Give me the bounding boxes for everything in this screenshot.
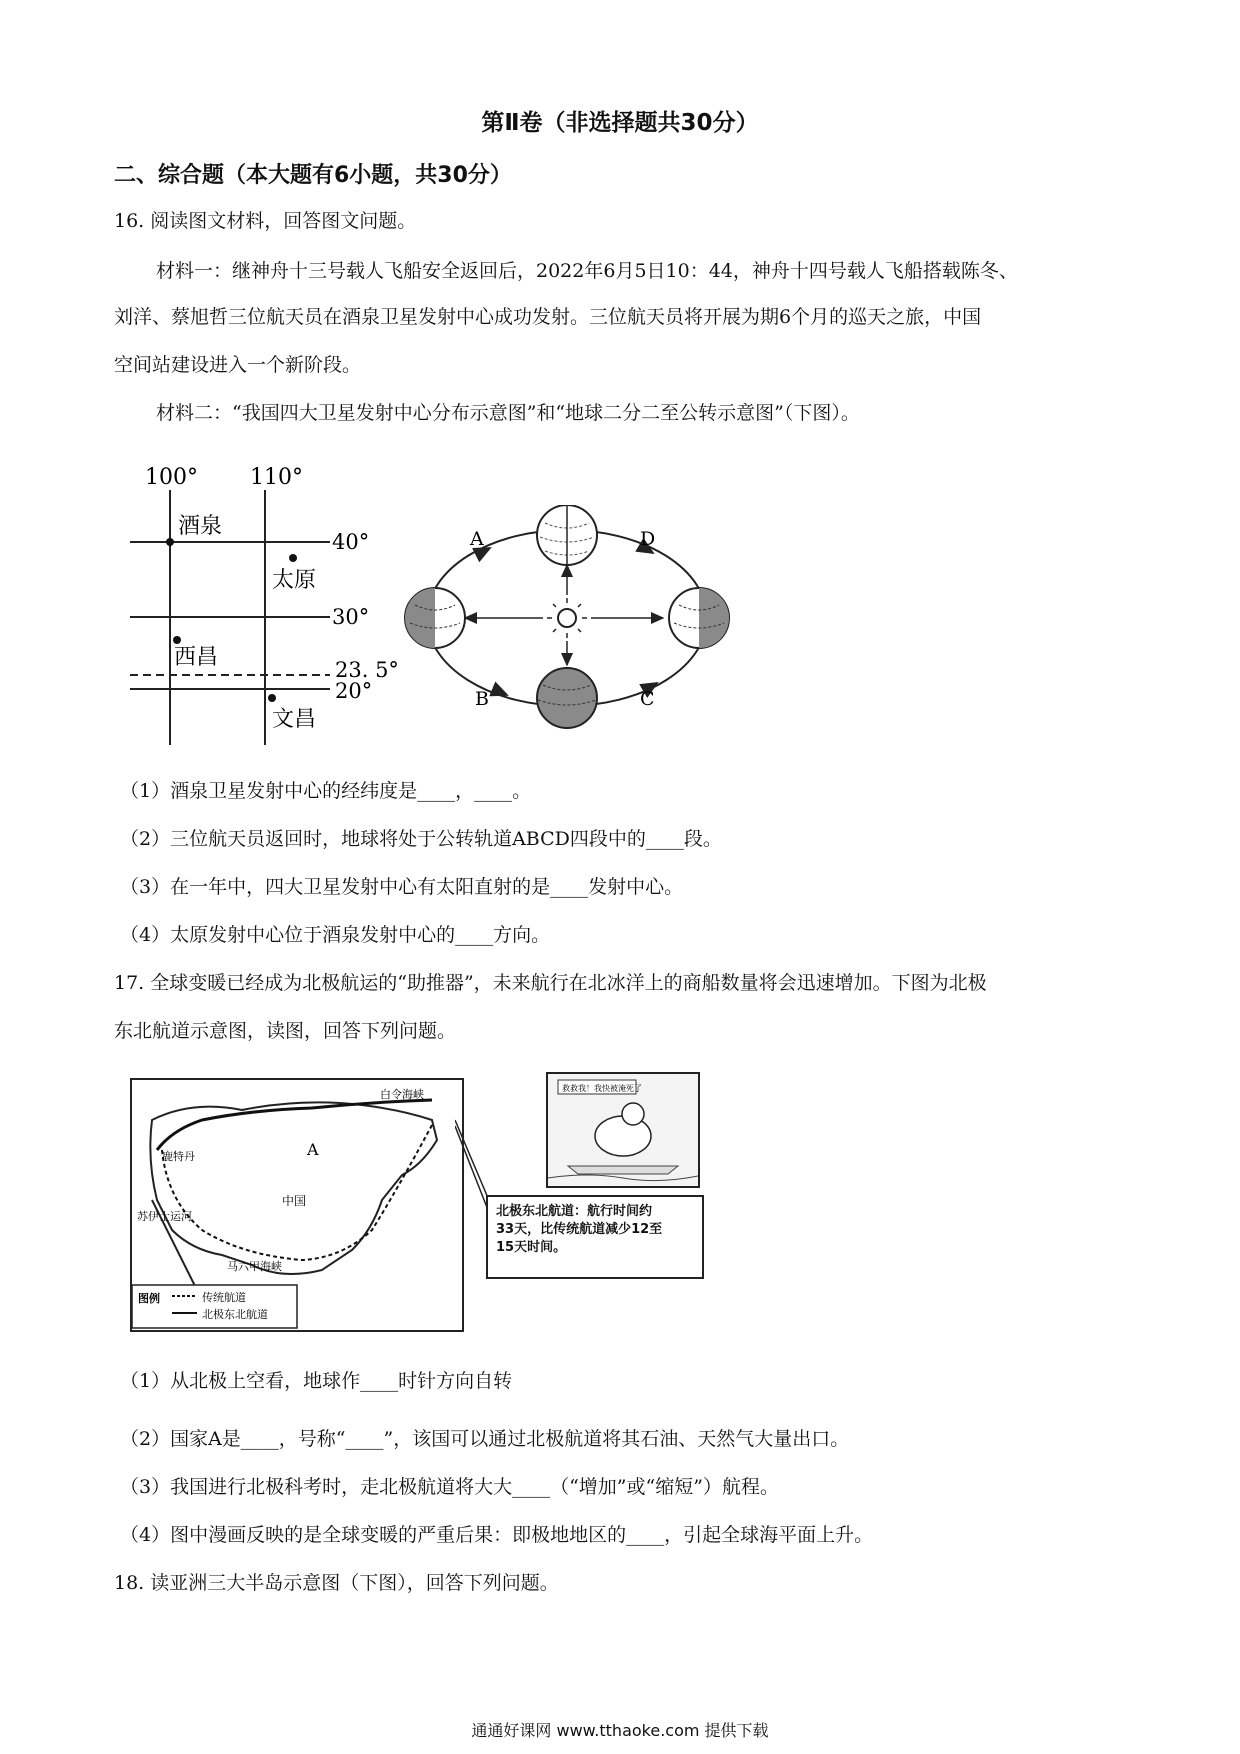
- q16-sub2: （2）三位航天员返回时，地球将处于公转轨道ABCD四段中的____段。: [120, 828, 722, 850]
- orbit-label-a: A: [470, 528, 484, 550]
- taiyuan-dot: [289, 554, 297, 562]
- globe-top-icon: [537, 505, 597, 565]
- suez-label: 苏伊士运河: [137, 1210, 192, 1223]
- q17-sub4: （4）图中漫画反映的是全球变暖的严重后果：即极地地区的____，引起全球海平面上升。: [120, 1524, 874, 1546]
- page-footer: 通通好课网 www.tthaoke.com 提供下载: [471, 1721, 769, 1740]
- earth-orbit-diagram: [395, 505, 740, 730]
- q16-sub3: （3）在一年中，四大卫星发射中心有太阳直射的是____发射中心。: [120, 876, 684, 898]
- q17-stem-line1: 17. 全球变暖已经成为北极航运的“助推器”，未来航行在北冰洋上的商船数量将会迅速增加。下图为北极: [114, 972, 987, 994]
- lat-30-label: 30°: [332, 605, 370, 629]
- malacca-label: 马六甲海峡: [227, 1260, 282, 1273]
- globe-left-icon: [405, 588, 465, 648]
- q16-material1-line1: 材料一：继神舟十三号载人飞船安全返回后，2022年6月5日10：44，神舟十四号载人飞船搭载陈冬、: [156, 260, 1018, 282]
- q17-stem-line2: 东北航道示意图，读图，回答下列问题。: [114, 1020, 457, 1042]
- cartoon-caption: 救救我！我快被淹死了: [562, 1084, 642, 1093]
- taiyuan-label: 太原: [272, 568, 317, 593]
- orbit-label-b: B: [475, 688, 489, 710]
- lat-20-label: 20°: [335, 679, 373, 703]
- q17-sub1: （1）从北极上空看，地球作____时针方向自转: [120, 1370, 513, 1392]
- q16-sub4: （4）太原发射中心位于酒泉发射中心的____方向。: [120, 924, 551, 946]
- legend-title: 图例: [138, 1292, 160, 1305]
- bering-label: 白令海峡: [380, 1088, 424, 1101]
- q16-material1-line2: 刘洋、蔡旭哲三位航天员在酒泉卫星发射中心成功发射。三位航天员将开展为期6个月的巡天之旅，中国: [114, 306, 982, 328]
- legend-arctic: 北极东北航道: [202, 1308, 268, 1321]
- q16-material1-line3: 空间站建设进入一个新阶段。: [114, 354, 362, 376]
- lat-40-label: 40°: [332, 530, 370, 554]
- paper-title: 第Ⅱ卷（非选择题共30分）: [481, 110, 759, 136]
- callout-line2: 33天，比传统航道减少12至: [496, 1222, 663, 1237]
- rotterdam-label: 鹿特丹: [162, 1150, 195, 1163]
- legend-traditional: 传统航道: [202, 1291, 246, 1304]
- lon-110-label: 110°: [250, 465, 303, 490]
- xichang-dot: [173, 636, 181, 644]
- jiuquan-label: 酒泉: [178, 514, 223, 539]
- q16-sub1: （1）酒泉卫星发射中心的经纬度是____，____。: [120, 780, 532, 802]
- callout-line1: 北极东北航道：航行时间约: [496, 1204, 653, 1219]
- china-label: 中国: [282, 1194, 307, 1208]
- wenchang-dot: [268, 694, 276, 702]
- launch-centers-map: [120, 455, 440, 755]
- section-heading: 二、综合题（本大题有6小题，共30分）: [114, 163, 512, 188]
- globe-right-icon: [669, 588, 729, 648]
- q17-sub3: （3）我国进行北极科考时，走北极航道将大大____（“增加”或“缩短”）航程。: [120, 1476, 779, 1498]
- orbit-label-c: C: [640, 688, 655, 710]
- jiuquan-dot: [166, 538, 174, 546]
- wenchang-label: 文昌: [272, 707, 317, 732]
- q18-stem: 18. 读亚洲三大半岛示意图（下图），回答下列问题。: [114, 1572, 559, 1594]
- q16-stem: 16. 阅读图文材料，回答图文问题。: [114, 210, 417, 232]
- globe-bottom-icon: [537, 668, 597, 728]
- lon-100-label: 100°: [145, 465, 198, 490]
- xichang-label: 西昌: [174, 645, 219, 670]
- sun-icon: [558, 609, 576, 627]
- orbit-label-d: D: [640, 528, 656, 550]
- polar-bear-cartoon: [546, 1072, 700, 1188]
- country-a-label: A: [307, 1140, 319, 1159]
- q16-material2: 材料二：“我国四大卫星发射中心分布示意图”和“地球二分二至公转示意图”（下图）。: [156, 402, 860, 424]
- callout-line3: 15天时间。: [496, 1240, 567, 1255]
- lat-23-5-label: 23. 5°: [335, 658, 399, 682]
- arctic-route-map: [130, 1078, 464, 1332]
- route-callout: [486, 1195, 704, 1279]
- q17-sub2: （2）国家A是____，号称“____”，该国可以通过北极航道将其石油、天然气大量出口。: [120, 1428, 850, 1450]
